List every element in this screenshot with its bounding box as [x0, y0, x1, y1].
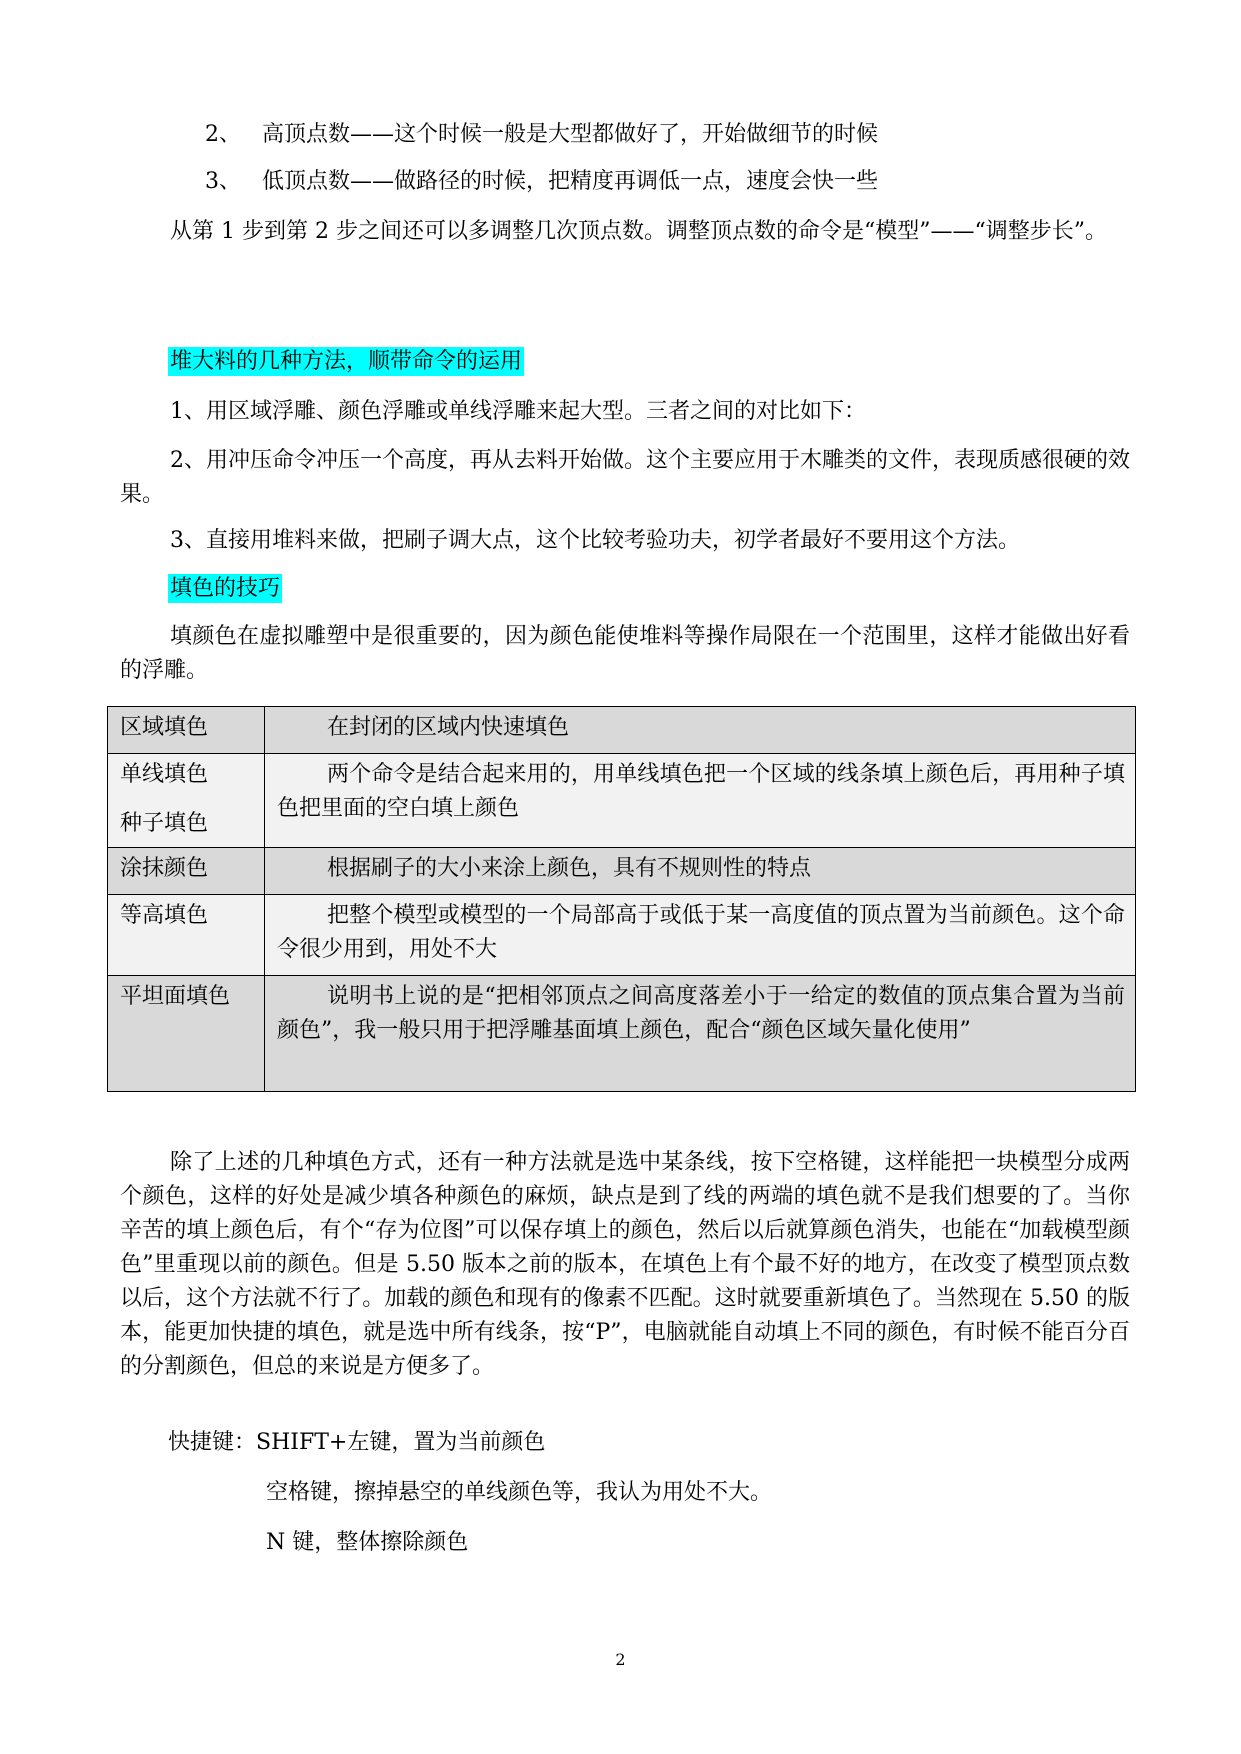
list-item-3 — [205, 165, 1105, 199]
method-name: 种子填色 — [120, 811, 209, 836]
shortcut-item: SHIFT+左键，置为当前颜色 — [256, 1430, 546, 1455]
method-name: 平坦面填色 — [120, 984, 231, 1009]
method-desc: 把整个模型或模型的一个局部高于或低于某一高度值的顶点置为当前颜色。这个命令很少用到，用处不大 — [265, 895, 1136, 976]
pile-method-2: 2、用冲压命令冲压一个高度，再从去料开始做。这个主要应用于木雕类的文件，表现质感很硬的效果。 — [120, 448, 1131, 507]
method-name: 等高填色 — [120, 903, 209, 928]
method-name-cell — [108, 754, 265, 848]
shortcut-item: N 键，整体擦除颜色 — [266, 1530, 469, 1555]
list-text: 低顶点数——做路径的时候，把精度再调低一点，速度会快一些 — [261, 169, 878, 194]
fill-methods-table — [107, 706, 1136, 1092]
method-name-cell — [108, 707, 265, 754]
shortcut-line-1 — [168, 1426, 545, 1460]
method-desc: 根据刷子的大小来涂上颜色，具有不规则性的特点 — [265, 848, 1136, 895]
table-row — [108, 976, 1136, 1092]
method-name: 区域填色 — [120, 715, 209, 740]
page-number: 2 — [615, 1650, 626, 1669]
paragraph-steps: 从第 1 步到第 2 步之间还可以多调整几次顶点数。调整顶点数的命令是“模型”——“调整步长”。 — [170, 219, 1107, 244]
heading-fill-text: 填色的技巧 — [170, 576, 281, 601]
list-number: 3、 — [205, 169, 241, 194]
shortcut-item: 空格键，擦掉悬空的单线颜色等，我认为用处不大。 — [266, 1480, 773, 1505]
method-desc: 在封闭的区域内快速填色 — [265, 707, 1136, 754]
pile-method-3: 3、直接用堆料来做，把刷子调大点，这个比较考验功夫，初学者最好不要用这个方法。 — [170, 528, 1020, 553]
list-number: 2、 — [205, 122, 241, 147]
table-row — [108, 895, 1136, 976]
table-row — [108, 754, 1136, 848]
method-name: 单线填色 — [120, 762, 209, 787]
heading-pile-text: 堆大料的几种方法，顺带命令的运用 — [170, 349, 523, 374]
paragraph-fill-intro: 填颜色在虚拟雕塑中是很重要的，因为颜色能使堆料等操作局限在一个范围里，这样才能做出好看的浮雕。 — [120, 624, 1130, 683]
table-row — [108, 848, 1136, 895]
pile-method-1: 1、用区域浮雕、颜色浮雕或单线浮雕来起大型。三者之间的对比如下： — [170, 399, 866, 424]
method-name: 涂抹颜色 — [120, 856, 209, 881]
list-item-2 — [205, 118, 1105, 152]
method-desc: 两个命令是结合起来用的，用单线填色把一个区域的线条填上颜色后，再用种子填色把里面的空白填上颜色 — [265, 754, 1136, 848]
method-name-cell — [108, 895, 265, 976]
shortcut-label: 快捷键： — [168, 1430, 257, 1455]
table-row — [108, 707, 1136, 754]
shortcut-line-3 — [266, 1526, 468, 1560]
method-desc: 说明书上说的是“把相邻顶点之间高度落差小于一给定的数值的顶点集合置为当前颜色”，我一般只用于把浮雕基面填上颜色，配合“颜色区域矢量化使用” — [265, 976, 1136, 1092]
heading-fill — [168, 572, 282, 606]
heading-pile — [168, 345, 524, 379]
method-name-cell — [108, 976, 265, 1092]
list-text: 高顶点数——这个时候一般是大型都做好了，开始做细节的时候 — [261, 122, 878, 147]
method-name-cell — [108, 848, 265, 895]
paragraph-other-methods: 除了上述的几种填色方式，还有一种方法就是选中某条线，按下空格键，这样能把一块模型分成两个颜色，这样的好处是减少填各种颜色的麻烦，缺点是到了线的两端的填色就不是我们想要的了。当你辛苦的填上颜色后，有个“存为位图”可以保存填上的颜色，然后以后就算颜色消失，也能在“加载模型颜色”里重现以前的颜色。但是 5.50 版本之前的版本，在填色上有个最不好的地方，在改变了模型顶点数以后，这个方法就不行了。加载的颜色和现有的像素不匹配。这时就要重新填色了。当然现在 5.50 的版本，能更加快捷的填色，就是选中所有线条，按“P”，电脑就能自动填上不同的颜色，有时候不能百分百的分割颜色，但总的来说是方便多了。 — [120, 1150, 1130, 1379]
shortcut-line-2 — [266, 1476, 772, 1510]
